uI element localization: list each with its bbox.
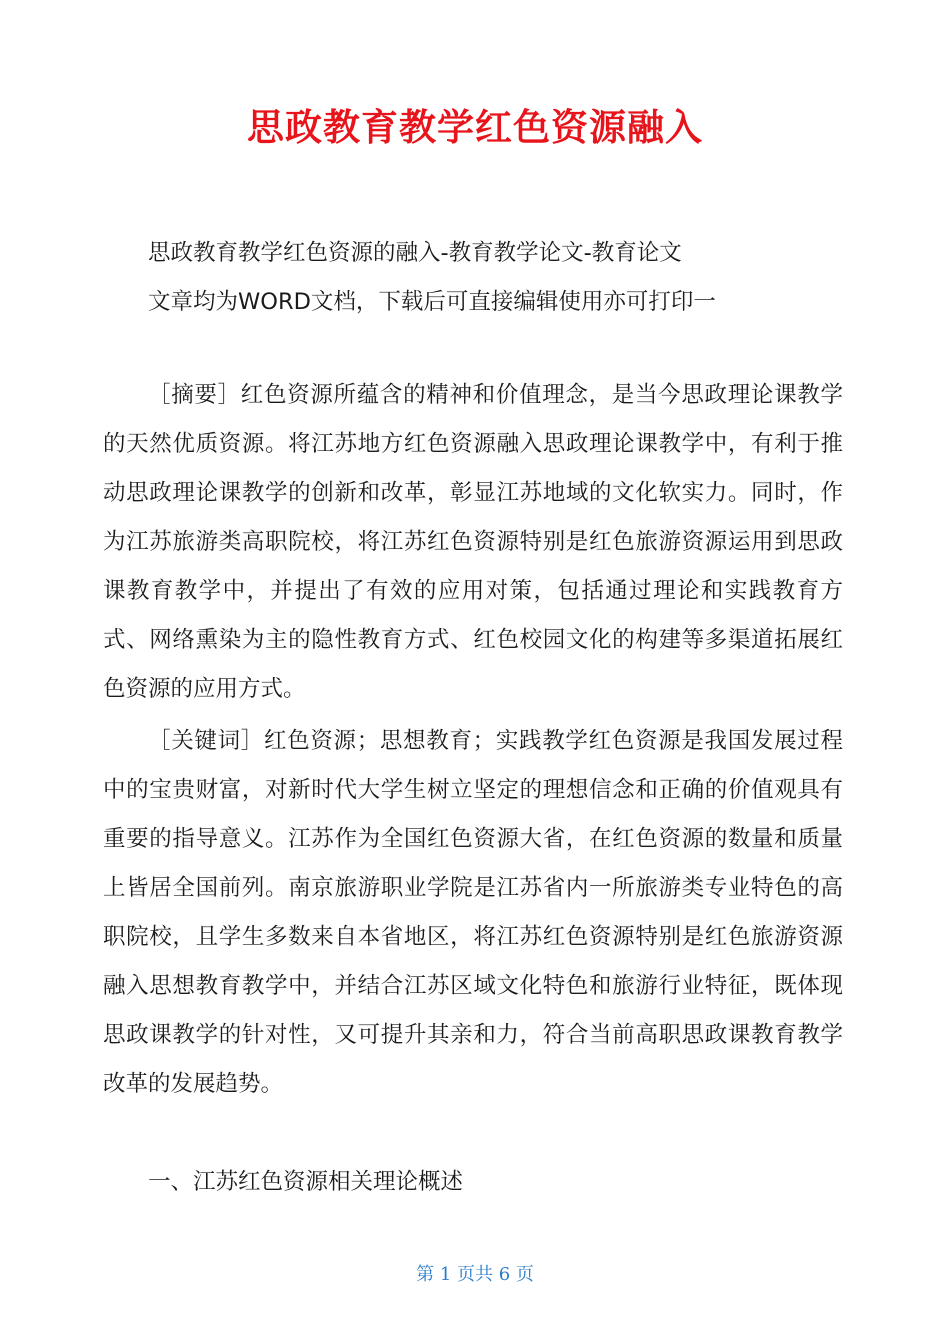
- page-footer: 第 1 页共 6 页: [416, 1264, 534, 1285]
- abstract-paragraph: ［摘要］红色资源所蕴含的精神和价值理念，是当今思政理论课教学的天然优质资源。将江苏地方红色资源融入思政理论课教学中，有利于推动思政理论课教学的创新和改革，彰显江苏地域的文化软实力。同时，作为江苏旅游类高职院校，将江苏红色资源特别是红色旅游资源运用到思政课教育教学中，并提出了有效的应用对策，包括通过理论和实践教育方式、网络熏染为主的隐性教育方式、红色校园文化的构建等多渠道拓展红色资源的应用方式。: [103, 382, 843, 702]
- keywords-paragraph: ［关键词］红色资源；思想教育；实践教学红色资源是我国发展过程中的宝贵财富，对新时代大学生树立坚定的理想信念和正确的价值观具有重要的指导意义。江苏作为全国红色资源大省，在红色资源的数量和质量上皆居全国前列。南京旅游职业学院是江苏省内一所旅游类专业特色的高职院校，且学生多数来自本省地区，将江苏红色资源特别是红色旅游资源融入思想教育教学中，并结合江苏区域文化特色和旅游行业特征，既体现思政课教学的针对性，又可提升其亲和力，符合当前高职思政课教育教学改革的发展趋势。: [103, 728, 843, 1097]
- section-heading: 一、江苏红色资源相关理论概述: [148, 1169, 464, 1195]
- document-notice: 文章均为WORD文档，下载后可直接编辑使用亦可打印一: [148, 289, 716, 315]
- document-subtitle: 思政教育教学红色资源的融入-教育教学论文-教育论文: [148, 240, 682, 266]
- document-title: 思政教育教学红色资源融入: [247, 106, 703, 149]
